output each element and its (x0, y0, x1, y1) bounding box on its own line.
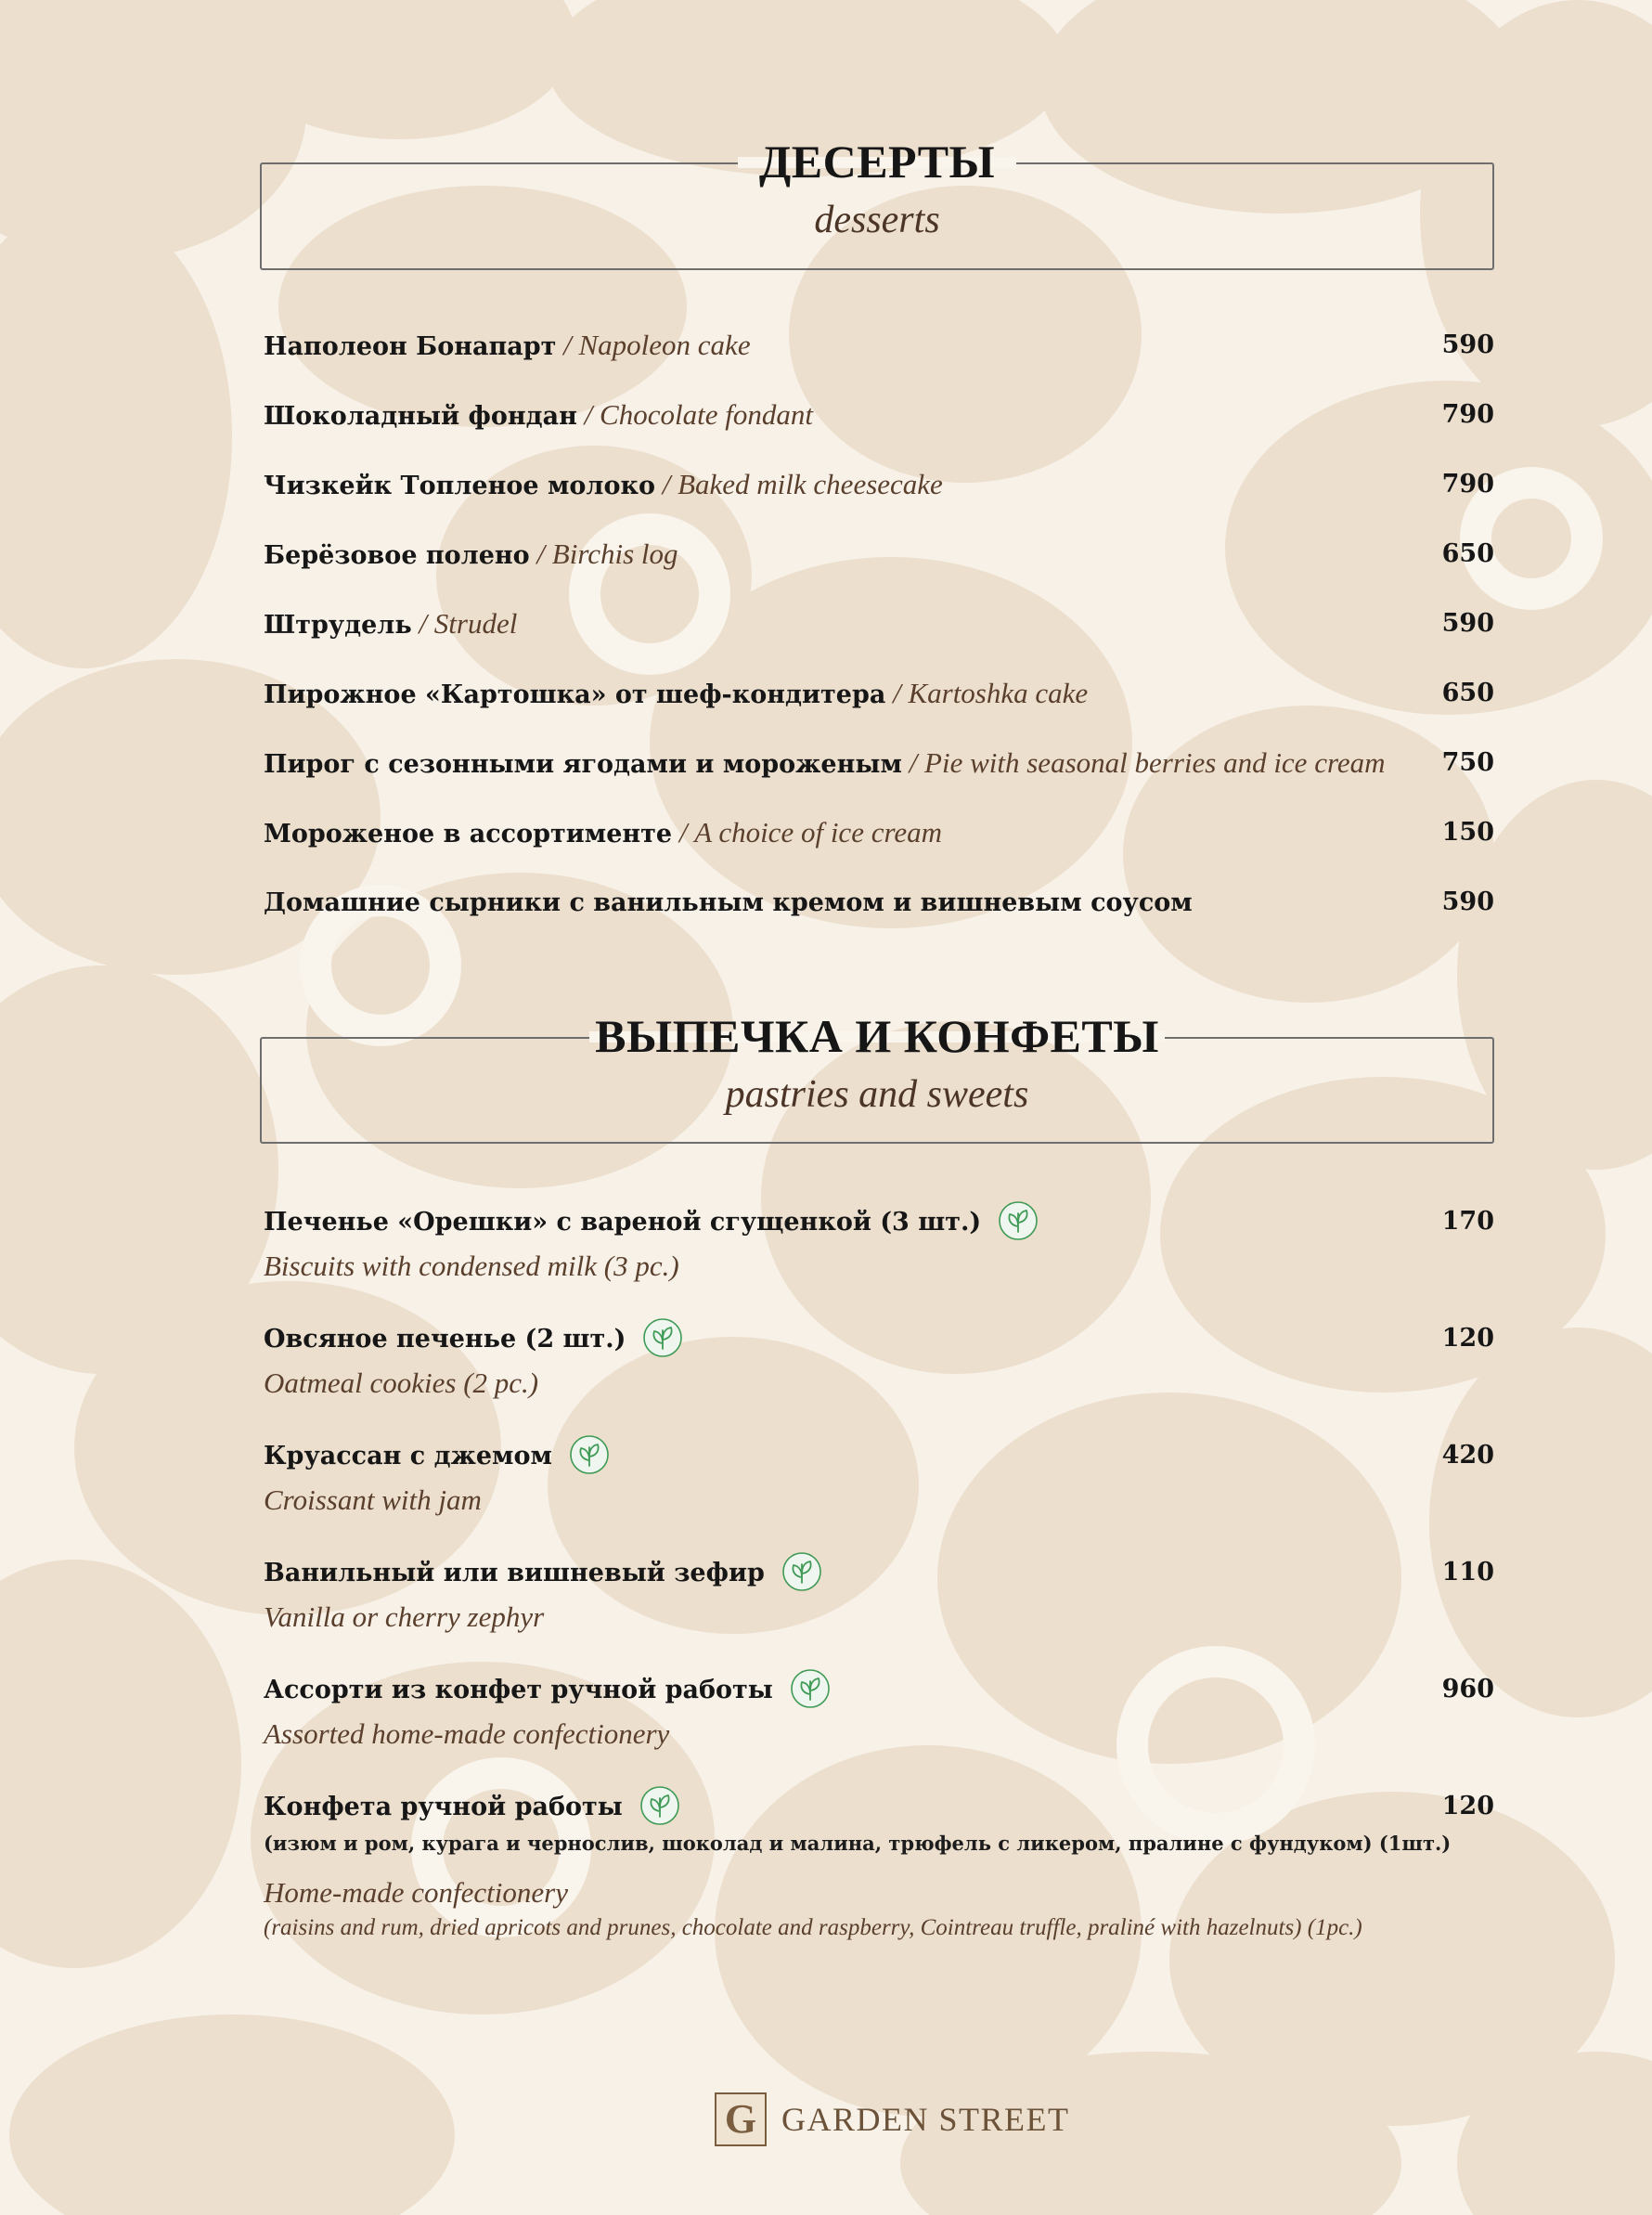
item-price: 650 (1441, 539, 1494, 568)
item-name-ru: Конфета ручной работы (264, 1793, 623, 1821)
item-price: 790 (1441, 400, 1494, 429)
item-price: 420 (1441, 1441, 1494, 1470)
item-name-en: Kartoshka cake (908, 677, 1089, 709)
menu-item (264, 879, 1494, 926)
item-name-ru: Наполеон Бонапарт (264, 332, 557, 361)
item-price: 750 (1441, 748, 1494, 777)
item-name-ru: Пирог с сезонными ягодами и мороженым (264, 750, 902, 779)
pastries-title: ВЫПЕЧКА И КОНФЕТЫ (595, 1010, 1159, 1062)
menu-item (264, 1315, 1494, 1362)
item-price: 120 (1441, 1324, 1494, 1353)
menu-item (264, 1432, 1494, 1479)
item-price: 590 (1441, 330, 1494, 359)
item-name-en: Assorted home-made confectionery (264, 1717, 670, 1750)
item-name-ru: Печенье «Орешки» с вареной сгущенкой (3 шт.) (264, 1208, 982, 1237)
item-name-en: A choice of ice cream (694, 816, 943, 848)
item-name-ru: Штрудель (264, 611, 412, 640)
menu-item (264, 1783, 1494, 1830)
item-name-ru: Круассан с джемом (264, 1442, 552, 1470)
footer-logo (715, 2092, 1086, 2150)
name-separator: / (901, 746, 925, 779)
leaf-icon (642, 1317, 683, 1358)
menu-item (264, 1549, 1494, 1596)
item-name-ru: Пирожное «Картошка» от шеф-кондитера (264, 680, 886, 709)
desserts-title: ДЕСЕРТЫ (758, 136, 996, 188)
pastries-subtitle: pastries and sweets (725, 1073, 1029, 1116)
menu-item (264, 461, 1494, 508)
item-price: 120 (1441, 1792, 1494, 1820)
item-name-en: Biscuits with condensed milk (3 pc.) (264, 1250, 679, 1282)
item-name-en: Home-made confectionery (264, 1876, 568, 1909)
name-separator: / (672, 816, 695, 848)
desserts-subtitle: desserts (814, 199, 940, 241)
item-name-ru: Шоколадный фондан (264, 402, 577, 431)
garden-street-logo-mark: G (715, 2092, 767, 2146)
item-price: 110 (1441, 1558, 1494, 1587)
name-separator: / (529, 538, 552, 570)
menu-item (264, 1198, 1494, 1245)
item-name-ru: Чизкейк Топленое молоко (264, 472, 655, 500)
item-name-ru: Ассорти из конфет ручной работы (264, 1676, 773, 1704)
leaf-icon (998, 1200, 1039, 1241)
item-name-ru: Домашние сырники с ванильным кремом и вишневым соусом (264, 888, 1193, 917)
name-separator: / (576, 398, 600, 431)
item-price: 590 (1441, 609, 1494, 638)
item-note-en: (raisins and rum, dried apricots and prunes, chocolate and raspberry, Cointreau truffle, praliné with hazelnuts) (1pc.) (264, 1915, 1362, 1940)
brand-name: GARDEN STREET (781, 2101, 1070, 2138)
item-price: 960 (1441, 1675, 1494, 1703)
item-price: 170 (1441, 1207, 1494, 1236)
item-name-ru: Овсяное печенье (2 шт.) (264, 1325, 626, 1354)
name-separator: / (654, 468, 678, 500)
item-name-en: Birchis log (551, 538, 678, 570)
item-name-en: Baked milk cheesecake (678, 468, 943, 500)
leaf-icon (639, 1785, 680, 1826)
menu-item (264, 601, 1494, 647)
menu-item (264, 670, 1494, 717)
item-price: 150 (1441, 818, 1494, 847)
item-name-ru: Мороженое в ассортименте (264, 820, 673, 848)
desserts-header-box (260, 136, 1494, 270)
item-name-en: Strudel (433, 607, 518, 640)
menu-item (264, 322, 1494, 369)
menu-item (264, 392, 1494, 438)
leaf-icon (569, 1434, 610, 1475)
name-separator: / (411, 607, 434, 640)
item-name-en: Oatmeal cookies (2 pc.) (264, 1367, 539, 1399)
menu-item (264, 531, 1494, 577)
menu-item (264, 1666, 1494, 1713)
name-separator: / (556, 329, 579, 361)
leaf-icon (790, 1668, 831, 1709)
menu-item (264, 740, 1494, 786)
item-price: 790 (1441, 470, 1494, 499)
item-name-ru: Берёзовое полено (264, 541, 530, 570)
item-name-en: Pie with seasonal berries and ice cream (924, 746, 1386, 779)
name-separator: / (885, 677, 909, 709)
item-name-ru: Ванильный или вишневый зефир (264, 1559, 765, 1587)
item-name-en: Vanilla or cherry zephyr (264, 1600, 545, 1633)
item-name-en: Croissant with jam (264, 1483, 482, 1516)
item-name-en: Chocolate fondant (600, 398, 813, 431)
pastries-header-box (260, 1010, 1494, 1144)
item-name-en: Napoleon cake (578, 329, 751, 361)
leaf-icon (781, 1551, 822, 1592)
menu-item (264, 810, 1494, 856)
item-price: 590 (1441, 887, 1494, 916)
item-note-ru: (изюм и ром, курага и чернослив, шоколад и малина, трюфель с ликером, пралине с фундуком) (1шт.) (264, 1832, 1452, 1855)
item-price: 650 (1441, 679, 1494, 707)
